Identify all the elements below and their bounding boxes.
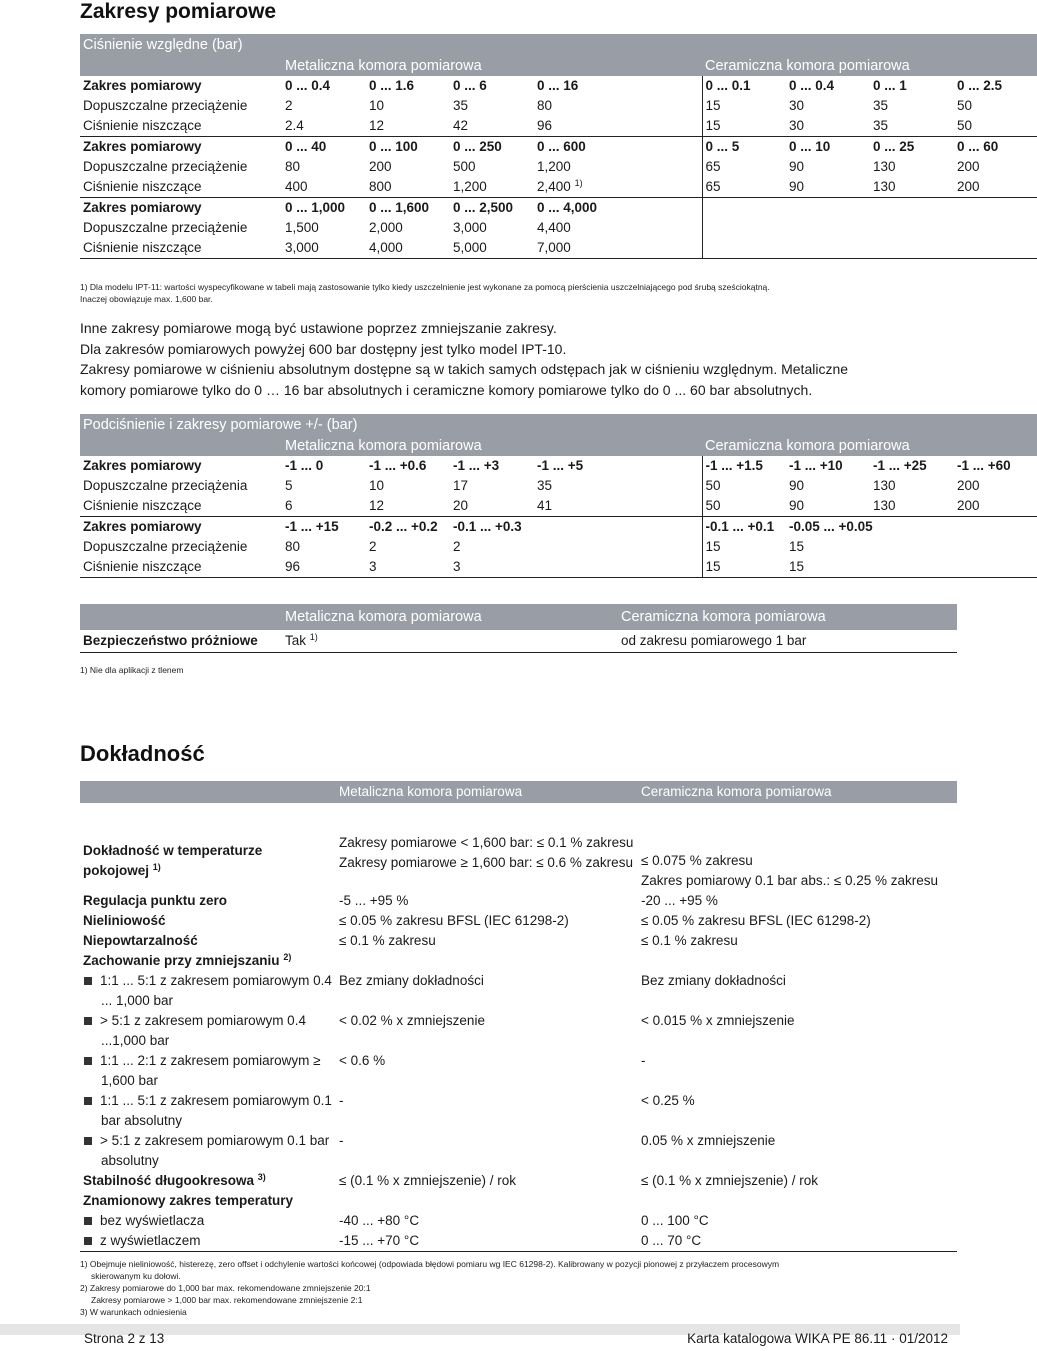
ceramic-cell: 0 ... 10 bbox=[786, 137, 870, 158]
ceramic-cell bbox=[954, 218, 1037, 238]
footnote-line: 1) Dla modelu IPT-11: wartości wyspecyfikowane w tabeli mają zastosowanie tylko kiedy uszczelnienie jest wykonane za pomocą pierścienia uszczelniającego pod śrubą sześciokątną. bbox=[80, 282, 770, 292]
section-title-accuracy: Dokładność bbox=[80, 741, 205, 766]
ceramic-cell-header: Ceramiczna komora pomiarowa bbox=[702, 436, 1037, 456]
ceramic-cell: ≤ (0.1 % x zmniejszenie) / rok bbox=[641, 1173, 818, 1188]
ceramic-cell: 0 ... 60 bbox=[954, 137, 1037, 158]
row-label: Ciśnienie niszczące bbox=[80, 238, 282, 259]
metal-cell-header: Metaliczna komora pomiarowa bbox=[336, 781, 638, 803]
metal-cell: -5 ... +95 % bbox=[339, 893, 409, 908]
ceramic-cell: 35 bbox=[873, 98, 889, 113]
ceramic-cell bbox=[786, 218, 870, 238]
metal-cell: 0 ... 6 bbox=[453, 78, 487, 93]
paragraph-line: Inne zakresy pomiarowe mogą być ustawione poprzez zmniejszanie zakresy. bbox=[80, 320, 557, 336]
metal-cell: 12 bbox=[369, 498, 385, 513]
row-label: Zakres pomiarowy bbox=[80, 517, 282, 538]
metal-cell: 6 bbox=[285, 498, 293, 513]
metal-cell: 5 bbox=[285, 478, 293, 493]
row-label: > 5:1 z zakresem pomiarowym 0.4 ...1,000 bar bbox=[80, 1011, 336, 1051]
row-label: Ciśnienie niszczące bbox=[80, 557, 282, 578]
metal-cell: 2 bbox=[285, 98, 293, 113]
vacuum-safety-metal: Tak $^{1)}$ bbox=[282, 630, 618, 653]
metal-cell-header: Metaliczna komora pomiarowa bbox=[282, 56, 702, 76]
ceramic-cell: 50 bbox=[702, 476, 786, 496]
table-row bbox=[80, 1051, 957, 1091]
metal-cell bbox=[336, 951, 638, 971]
metal-cell: - bbox=[339, 1093, 344, 1108]
page-footer bbox=[0, 1324, 960, 1344]
ceramic-cell: -1 ... +25 bbox=[873, 458, 927, 473]
ceramic-cell: 200 bbox=[957, 498, 980, 513]
bullet-icon bbox=[84, 1097, 92, 1105]
ceramic-cell: 0.05 % x zmniejszenie bbox=[641, 1133, 776, 1148]
ceramic-cell: -1 ... +10 bbox=[789, 458, 843, 473]
metal-cell: 500 bbox=[453, 159, 476, 174]
ceramic-cell: Bez zmiany dokładności bbox=[641, 973, 786, 988]
ceramic-cell bbox=[870, 198, 954, 219]
table-row bbox=[80, 1131, 957, 1171]
metal-cell: 80 bbox=[285, 159, 301, 174]
metal-cell: 2 bbox=[369, 539, 377, 554]
metal-cell: 0 ... 40 bbox=[282, 137, 366, 158]
metal-cell: 2.4 bbox=[285, 118, 304, 133]
metal-cell: 10 bbox=[369, 98, 385, 113]
row-label: Stabilność długookresowa $^{3)}$ bbox=[83, 1172, 266, 1188]
metal-cell: 35 bbox=[453, 98, 469, 113]
table-row bbox=[80, 951, 957, 971]
metal-cell: 12 bbox=[369, 118, 385, 133]
ceramic-cell bbox=[870, 517, 954, 538]
ceramic-cell: 15 bbox=[702, 96, 786, 116]
metal-cell: ≤ 0.1 % zakresu bbox=[339, 933, 436, 948]
metal-cell: -0.1 ... +0.3 bbox=[450, 517, 534, 538]
ceramic-cell: 130 bbox=[873, 179, 896, 194]
t4-footnotes bbox=[80, 1258, 960, 1318]
row-label: Dopuszczalne przeciążenie bbox=[83, 159, 248, 174]
table-row bbox=[80, 116, 1037, 137]
ceramic-cell: 0 ... 5 bbox=[702, 137, 786, 158]
ceramic-cell bbox=[954, 198, 1037, 219]
row-label: Dopuszczalne przeciążenie bbox=[83, 98, 248, 113]
row-label: Ciśnienie niszczące bbox=[83, 179, 202, 194]
table-row bbox=[80, 911, 957, 931]
ceramic-cell: 0 ... 2.5 bbox=[957, 78, 1003, 93]
ceramic-cell: -1 ... +1.5 bbox=[702, 456, 786, 476]
vacuum-safety-label: Bezpieczeństwo próżniowe bbox=[80, 630, 282, 653]
metal-cell: 1,200 bbox=[453, 179, 487, 194]
metal-cell: 17 bbox=[453, 478, 469, 493]
row-label: 1:1 ... 5:1 z zakresem pomiarowym 0.1 bar absolutny bbox=[80, 1091, 336, 1131]
metal-cell: 96 bbox=[537, 118, 553, 133]
row-label: z wyświetlaczem bbox=[80, 1231, 336, 1252]
footnote-line: 3) W warunkach odniesienia bbox=[80, 1307, 187, 1317]
table-row bbox=[80, 456, 1037, 476]
ceramic-cell bbox=[870, 238, 954, 259]
metal-cell: 20 bbox=[453, 498, 469, 513]
metal-cell: 400 bbox=[285, 179, 308, 194]
metal-cell bbox=[336, 1191, 638, 1211]
ceramic-cell: < 0.25 % bbox=[641, 1093, 695, 1108]
metal-cell: 2,400 $^{1)}$ bbox=[537, 178, 583, 194]
metal-cell-header: Metaliczna komora pomiarowa bbox=[282, 436, 702, 456]
table-row bbox=[80, 198, 1037, 219]
ceramic-cell: 0 ... 0.4 bbox=[789, 78, 835, 93]
row-label: Regulacja punktu zero bbox=[83, 893, 228, 908]
row-label: Dopuszczalne przeciążenie bbox=[83, 220, 248, 235]
table-row bbox=[80, 971, 957, 1011]
table-row bbox=[80, 891, 957, 911]
metal-cell: 0 ... 1,600 bbox=[366, 198, 450, 219]
row-label: Dokładność w temperaturze pokojowej $^{1)}$ bbox=[83, 843, 263, 878]
ceramic-cell-header: Ceramiczna komora pomiarowa bbox=[638, 781, 957, 803]
row-label: Niepowtarzalność bbox=[83, 933, 198, 948]
footnote-line: Inaczej obowiązuje max. 1,600 bar. bbox=[80, 294, 213, 304]
metal-cell: 10 bbox=[369, 478, 385, 493]
ceramic-cell-header: Ceramiczna komora pomiarowa bbox=[618, 604, 957, 630]
ceramic-cell: 90 bbox=[789, 179, 805, 194]
ceramic-cell: 90 bbox=[789, 498, 805, 513]
metal-cell: 1,500 bbox=[285, 220, 319, 235]
ceramic-cell: ≤ 0.05 % zakresu BFSL (IEC 61298-2) bbox=[641, 913, 871, 928]
table-row bbox=[80, 1011, 957, 1051]
metal-cell: - bbox=[339, 1133, 344, 1148]
table-row bbox=[80, 557, 1037, 578]
row-label: Zakres pomiarowy bbox=[80, 198, 282, 219]
metal-cell: < 0.02 % x zmniejszenie bbox=[339, 1013, 485, 1028]
table-row bbox=[80, 96, 1037, 116]
ceramic-cell: 15 bbox=[789, 539, 805, 554]
metal-cell: -1 ... +3 bbox=[453, 458, 500, 473]
gauge-pressure-table bbox=[80, 34, 1037, 259]
metal-cell: 0 ... 600 bbox=[534, 137, 618, 158]
metal-cell: 41 bbox=[537, 498, 553, 513]
bullet-icon bbox=[84, 1057, 92, 1065]
ceramic-cell: 130 bbox=[873, 159, 896, 174]
page-number: Strona 2 z 13 bbox=[84, 1331, 165, 1346]
footnote-line: Zakresy pomiarowe > 1,000 bar max. rekomendowane zmniejszenie 2:1 bbox=[91, 1295, 363, 1305]
metal-cell: Zakresy pomiarowe < 1,600 bar: ≤ 0.1 % zakresu Zakresy pomiarowe ≥ 1,600 bar: ≤ 0.6 % zakresu bbox=[339, 835, 634, 870]
metal-cell: -1 ... +0.6 bbox=[369, 458, 427, 473]
ceramic-cell bbox=[870, 218, 954, 238]
t3-footnote: 1) Nie dla aplikacji z tlenem bbox=[80, 665, 184, 675]
metal-cell: 0 ... 1.6 bbox=[369, 78, 415, 93]
metal-cell: 3 bbox=[450, 557, 534, 578]
bullet-icon bbox=[84, 1137, 92, 1145]
ceramic-cell: 15 bbox=[702, 537, 786, 557]
ceramic-cell: 50 bbox=[957, 98, 973, 113]
ceramic-cell bbox=[786, 238, 870, 259]
ceramic-cell: ≤ 0.075 % zakresu Zakres pomiarowy 0.1 bar abs.: ≤ 0.25 % zakresu bbox=[641, 853, 939, 888]
row-label: Nieliniowość bbox=[83, 913, 166, 928]
metal-cell: 0 ... 16 bbox=[537, 78, 579, 93]
ceramic-cell: 65 bbox=[702, 157, 786, 177]
metal-cell bbox=[534, 557, 618, 578]
metal-cell: 200 bbox=[369, 159, 392, 174]
ceramic-cell: 35 bbox=[873, 118, 889, 133]
ceramic-cell: 0 ... 70 °C bbox=[638, 1231, 957, 1252]
ceramic-cell: - bbox=[641, 1053, 646, 1068]
metal-cell: 5,000 bbox=[450, 238, 534, 259]
ceramic-cell bbox=[786, 198, 870, 219]
metal-cell: 2 bbox=[453, 539, 461, 554]
ceramic-cell bbox=[954, 537, 1037, 557]
ceramic-cell bbox=[702, 238, 786, 259]
metal-cell: 3,000 bbox=[282, 238, 366, 259]
table-row bbox=[80, 476, 1037, 496]
row-label: Zakres pomiarowy bbox=[80, 137, 282, 158]
ceramic-cell: 30 bbox=[789, 98, 805, 113]
ceramic-cell: 130 bbox=[873, 498, 896, 513]
footnote-line: skierowanym ku dołowi. bbox=[91, 1271, 181, 1281]
row-label: Ciśnienie niszczące bbox=[83, 498, 202, 513]
vacuum-safety-table bbox=[80, 604, 957, 653]
metal-cell: 4,400 bbox=[537, 220, 571, 235]
row-label: 1:1 ... 2:1 z zakresem pomiarowym ≥ 1,600 bar bbox=[80, 1051, 336, 1091]
ceramic-cell: 200 bbox=[957, 159, 980, 174]
ceramic-cell bbox=[702, 198, 786, 219]
vacuum-table bbox=[80, 414, 1037, 578]
table-row bbox=[80, 496, 1037, 517]
table-row bbox=[80, 1191, 957, 1211]
table-row bbox=[80, 137, 1037, 158]
table-row bbox=[80, 238, 1037, 259]
t1-footnote bbox=[80, 281, 960, 305]
ceramic-cell: 30 bbox=[789, 118, 805, 133]
table-row bbox=[80, 76, 1037, 96]
footnote-line: 1) Obejmuje nieliniowość, histerezę, zero offset i odchylenie wartości końcowej (odpowiada błędowi pomiaru wg IEC 61298-2). Kalibrowany w pozycji pionowej z przyłaczem procesowym bbox=[80, 1259, 780, 1269]
ceramic-cell bbox=[870, 557, 954, 578]
metal-cell: 0 ... 2,500 bbox=[450, 198, 534, 219]
row-label: Zakres pomiarowy bbox=[83, 78, 202, 93]
ceramic-cell: 50 bbox=[702, 496, 786, 517]
metal-cell: -40 ... +80 °C bbox=[339, 1213, 420, 1228]
metal-cell: ≤ 0.05 % zakresu BFSL (IEC 61298-2) bbox=[339, 913, 569, 928]
metal-cell: -1 ... +5 bbox=[537, 458, 584, 473]
ceramic-cell: -20 ... +95 % bbox=[641, 893, 718, 908]
ceramic-cell: 0 ... 1 bbox=[873, 78, 907, 93]
metal-cell: 0 ... 250 bbox=[450, 137, 534, 158]
metal-cell-header: Metaliczna komora pomiarowa bbox=[282, 604, 618, 630]
table-row bbox=[80, 931, 957, 951]
table-row bbox=[80, 1171, 957, 1191]
ceramic-cell: 0 ... 100 °C bbox=[641, 1213, 709, 1228]
metal-cell bbox=[534, 517, 618, 538]
ceramic-cell bbox=[954, 557, 1037, 578]
ceramic-cell bbox=[954, 238, 1037, 259]
bullet-icon bbox=[84, 977, 92, 985]
ceramic-cell: 90 bbox=[789, 478, 805, 493]
metal-cell: 1,200 bbox=[537, 159, 571, 174]
vacuum-safety-ceramic: od zakresu pomiarowego 1 bar bbox=[618, 630, 957, 653]
row-label: > 5:1 z zakresem pomiarowym 0.1 bar absolutny bbox=[80, 1131, 336, 1171]
ceramic-cell: ≤ 0.1 % zakresu bbox=[641, 933, 738, 948]
ceramic-cell: -0.1 ... +0.1 bbox=[702, 517, 786, 538]
metal-cell: 96 bbox=[282, 557, 366, 578]
metal-cell: Bez zmiany dokładności bbox=[339, 973, 484, 988]
metal-cell: 2,000 bbox=[369, 220, 403, 235]
table-row bbox=[80, 177, 1037, 198]
metal-cell: 4,000 bbox=[366, 238, 450, 259]
metal-cell: 0 ... 4,000 bbox=[534, 198, 618, 219]
paragraph-line: komory pomiarowe tylko do 0 … 16 bar absolutnych i ceramiczne komory pomiarowe tylko do 0 ... 60 bar absolutnych. bbox=[80, 381, 813, 398]
metal-cell: 3 bbox=[366, 557, 450, 578]
row-label: Zachowanie przy zmniejszaniu $^{2)}$ bbox=[83, 952, 292, 968]
table-row bbox=[80, 218, 1037, 238]
metal-cell: 7,000 bbox=[534, 238, 618, 259]
table-row bbox=[80, 537, 1037, 557]
accuracy-table bbox=[80, 781, 957, 1252]
table-row bbox=[80, 157, 1037, 177]
ranges-description bbox=[80, 318, 960, 400]
table-header: Podciśnienie i zakresy pomiarowe +/- (bar) bbox=[80, 414, 1037, 436]
footnote-line: 2) Zakresy pomiarowe do 1,000 bar max. rekomendowane zmniejszenie 20:1 bbox=[80, 1283, 371, 1293]
metal-cell: 0 ... 100 bbox=[366, 137, 450, 158]
bullet-icon bbox=[84, 1017, 92, 1025]
row-label: bez wyświetlacza bbox=[80, 1211, 336, 1231]
ceramic-cell bbox=[870, 537, 954, 557]
ceramic-cell: 200 bbox=[957, 179, 980, 194]
ceramic-cell: 0 ... 0.1 bbox=[702, 76, 786, 96]
metal-cell bbox=[534, 537, 618, 557]
paragraph-line: Zakresy pomiarowe w ciśnieniu absolutnym dostępne są w takich samych odstępach jak w ciśnieniu względnym. Metaliczne bbox=[80, 361, 849, 377]
ceramic-cell: 15 bbox=[786, 557, 870, 578]
metal-cell: 80 bbox=[537, 98, 553, 113]
ceramic-cell bbox=[702, 218, 786, 238]
row-label: Dopuszczalne przeciążenia bbox=[83, 478, 248, 493]
bullet-icon bbox=[84, 1217, 92, 1225]
metal-cell: -15 ... +70 °C bbox=[336, 1231, 638, 1252]
metal-cell: -1 ... 0 bbox=[285, 458, 324, 473]
row-label: 1:1 ... 5:1 z zakresem pomiarowym 0.4 ... 1,000 bar bbox=[80, 971, 336, 1011]
table-row bbox=[80, 517, 1037, 538]
metal-cell: -1 ... +15 bbox=[282, 517, 366, 538]
ceramic-cell: 200 bbox=[957, 478, 980, 493]
table-row bbox=[80, 803, 957, 891]
metal-cell: 3,000 bbox=[453, 220, 487, 235]
metal-cell: 35 bbox=[537, 478, 553, 493]
ceramic-cell: 90 bbox=[789, 159, 805, 174]
metal-cell: -0.2 ... +0.2 bbox=[366, 517, 450, 538]
ceramic-cell: 65 bbox=[702, 177, 786, 198]
ceramic-cell bbox=[954, 517, 1037, 538]
metal-cell: ≤ (0.1 % x zmniejszenie) / rok bbox=[339, 1173, 516, 1188]
metal-cell: 800 bbox=[369, 179, 392, 194]
metal-cell: 0 ... 1,000 bbox=[282, 198, 366, 219]
table-header: Ciśnienie względne (bar) bbox=[80, 34, 1037, 56]
paragraph-line: Dla zakresów pomiarowych powyżej 600 bar dostępny jest tylko model IPT-10. bbox=[80, 340, 567, 357]
bullet-icon bbox=[84, 1237, 92, 1245]
ceramic-cell: 15 bbox=[702, 116, 786, 137]
ceramic-cell: 130 bbox=[873, 478, 896, 493]
row-label: Zakres pomiarowy bbox=[83, 458, 202, 473]
ceramic-cell: < 0.015 % x zmniejszenie bbox=[641, 1013, 795, 1028]
ceramic-cell: 15 bbox=[702, 557, 786, 578]
metal-cell: 80 bbox=[285, 539, 301, 554]
table-row bbox=[80, 1231, 957, 1252]
ceramic-cell: -1 ... +60 bbox=[957, 458, 1011, 473]
row-label: Znamionowy zakres temperatury bbox=[83, 1193, 294, 1208]
ceramic-cell bbox=[638, 951, 957, 971]
ceramic-cell-header: Ceramiczna komora pomiarowa bbox=[702, 56, 1037, 76]
row-label: Dopuszczalne przeciążenie bbox=[83, 539, 248, 554]
metal-cell: 42 bbox=[453, 118, 469, 133]
metal-cell: 0 ... 0.4 bbox=[285, 78, 331, 93]
ceramic-cell: 50 bbox=[957, 118, 973, 133]
ceramic-cell bbox=[638, 1191, 957, 1211]
row-label: Ciśnienie niszczące bbox=[83, 118, 202, 133]
table-row bbox=[80, 1211, 957, 1231]
ceramic-cell: 0 ... 25 bbox=[870, 137, 954, 158]
table-row bbox=[80, 1091, 957, 1131]
ceramic-cell: -0.05 ... +0.05 bbox=[786, 517, 870, 538]
section-title-ranges: Zakresy pomiarowe bbox=[80, 0, 277, 23]
document-id: Karta katalogowa WIKA PE 86.11 · 01/2012 bbox=[687, 1331, 948, 1346]
metal-cell: < 0.6 % bbox=[339, 1053, 386, 1068]
